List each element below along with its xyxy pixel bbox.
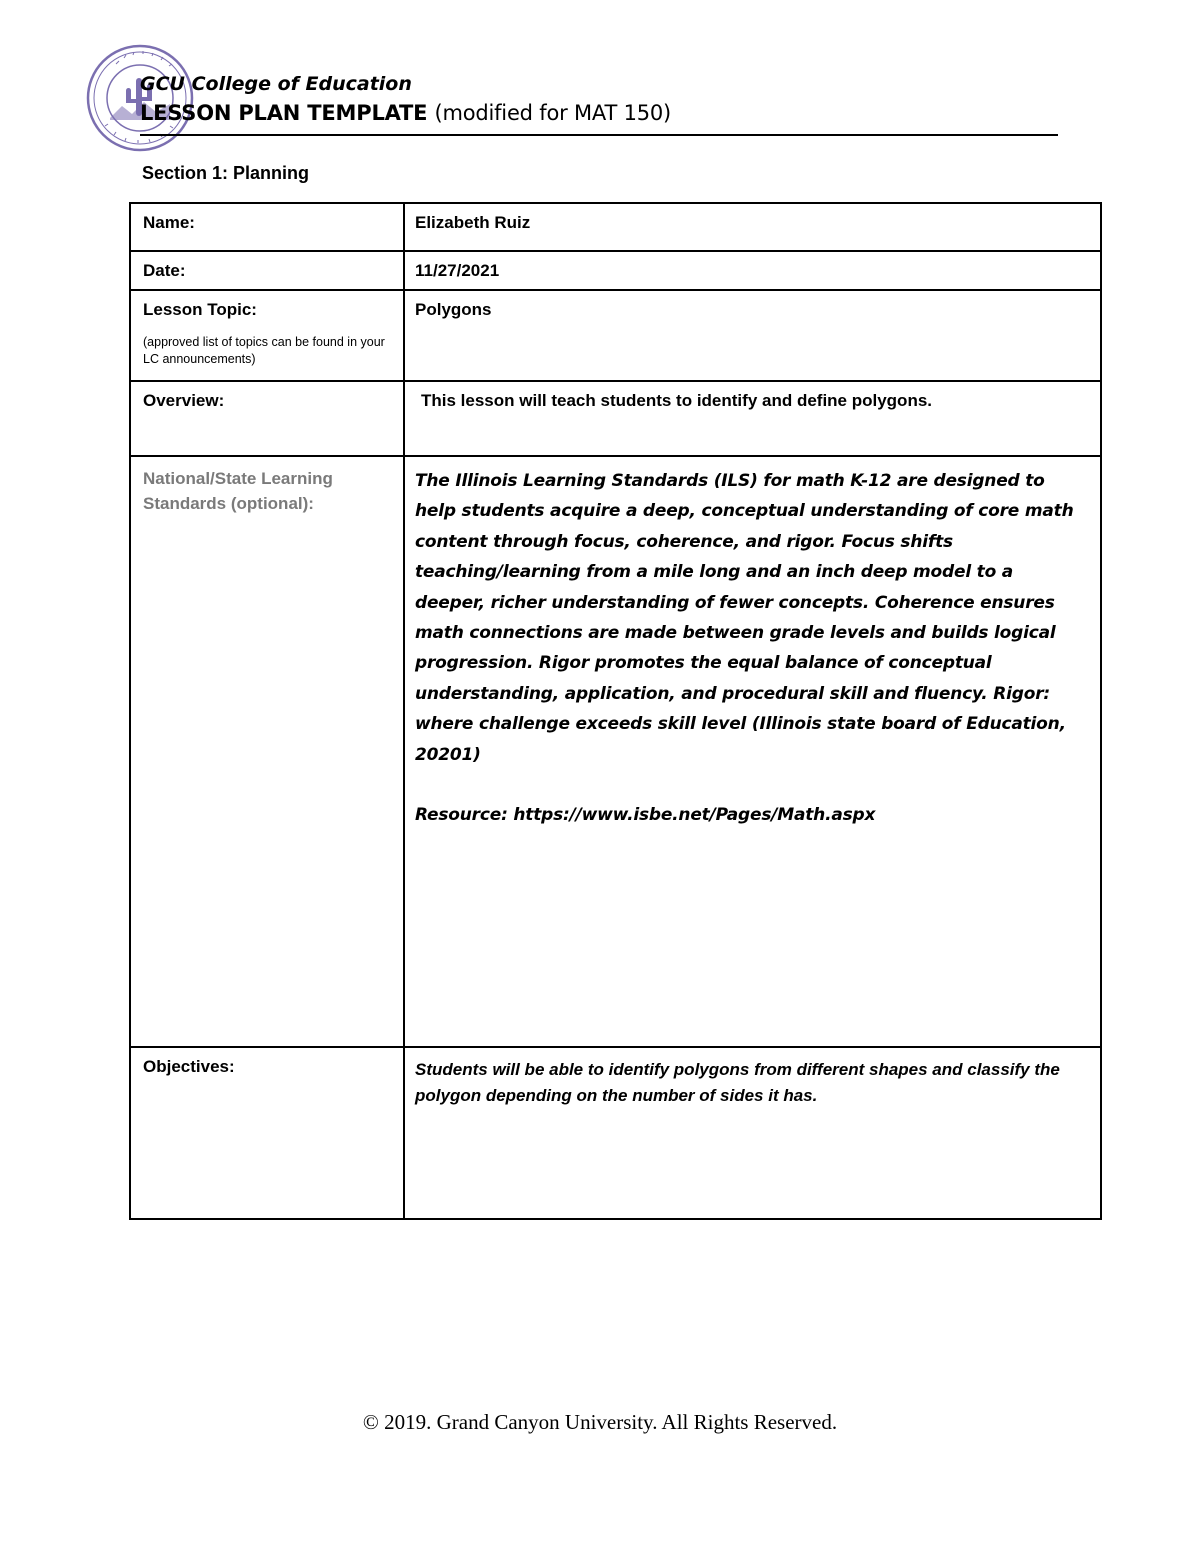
name-label: Name: bbox=[130, 203, 404, 251]
objectives-label: Objectives: bbox=[130, 1047, 404, 1219]
standards-label-line1: National/State Learning bbox=[143, 469, 333, 488]
document-title bbox=[140, 98, 1058, 128]
overview-value: This lesson will teach students to identify and define polygons. bbox=[421, 391, 933, 410]
standards-label-line2: Standards (optional): bbox=[143, 494, 314, 513]
table-row-objectives bbox=[130, 1047, 1101, 1219]
date-value: 11/27/2021 bbox=[404, 251, 1101, 290]
footer-copyright: © 2019. Grand Canyon University. All Rights Reserved. bbox=[362, 1410, 838, 1434]
document-header bbox=[140, 70, 1058, 128]
section-heading: Section 1: Planning bbox=[142, 163, 310, 183]
topic-label-cell bbox=[130, 290, 404, 381]
table-row-overview bbox=[130, 381, 1101, 456]
topic-label: Lesson Topic: bbox=[143, 300, 257, 319]
lesson-plan-table bbox=[129, 202, 1102, 1220]
header-divider bbox=[140, 134, 1058, 136]
document-title-paren: (modified for MAT 150) bbox=[434, 101, 672, 125]
standards-value-cell bbox=[404, 456, 1101, 1047]
table-row-standards bbox=[130, 456, 1101, 1047]
college-name: GCU College of Education bbox=[140, 73, 412, 95]
standards-paragraph: The Illinois Learning Standards (ILS) for math K-12 are designed to help students acquire a deep, conceptual understanding of core math content through focus, coherence, and rigor. Focus shifts teaching/learning from a mile long and an inch deep model to a deeper, richer understanding of fewer concepts. Coherence ensures math connections are made between grade levels and builds logical progression. Rigor promotes the equal balance of conceptual understanding, application, and procedural skill and fluency. Rigor: where challenge exceeds skill level (Illinois state board of Education, 20201) bbox=[415, 471, 1074, 765]
overview-value-cell bbox=[404, 381, 1101, 456]
topic-value: Polygons bbox=[404, 290, 1101, 381]
table-row-date bbox=[130, 251, 1101, 290]
table-row-topic bbox=[130, 290, 1101, 381]
name-value: Elizabeth Ruiz bbox=[404, 203, 1101, 251]
standards-label-cell bbox=[130, 456, 404, 1047]
document-title-main: LESSON PLAN TEMPLATE bbox=[140, 101, 428, 125]
date-label: Date: bbox=[130, 251, 404, 290]
standards-resource-link[interactable]: Resource: https://www.isbe.net/Pages/Math.aspx bbox=[415, 805, 876, 826]
objectives-value: Students will be able to identify polygons from different shapes and classify the polygon depending on the number of sides it has. bbox=[404, 1047, 1101, 1219]
overview-label: Overview: bbox=[130, 381, 404, 456]
table-row-name bbox=[130, 203, 1101, 251]
topic-note: (approved list of topics can be found in your LC announcements) bbox=[143, 335, 385, 366]
